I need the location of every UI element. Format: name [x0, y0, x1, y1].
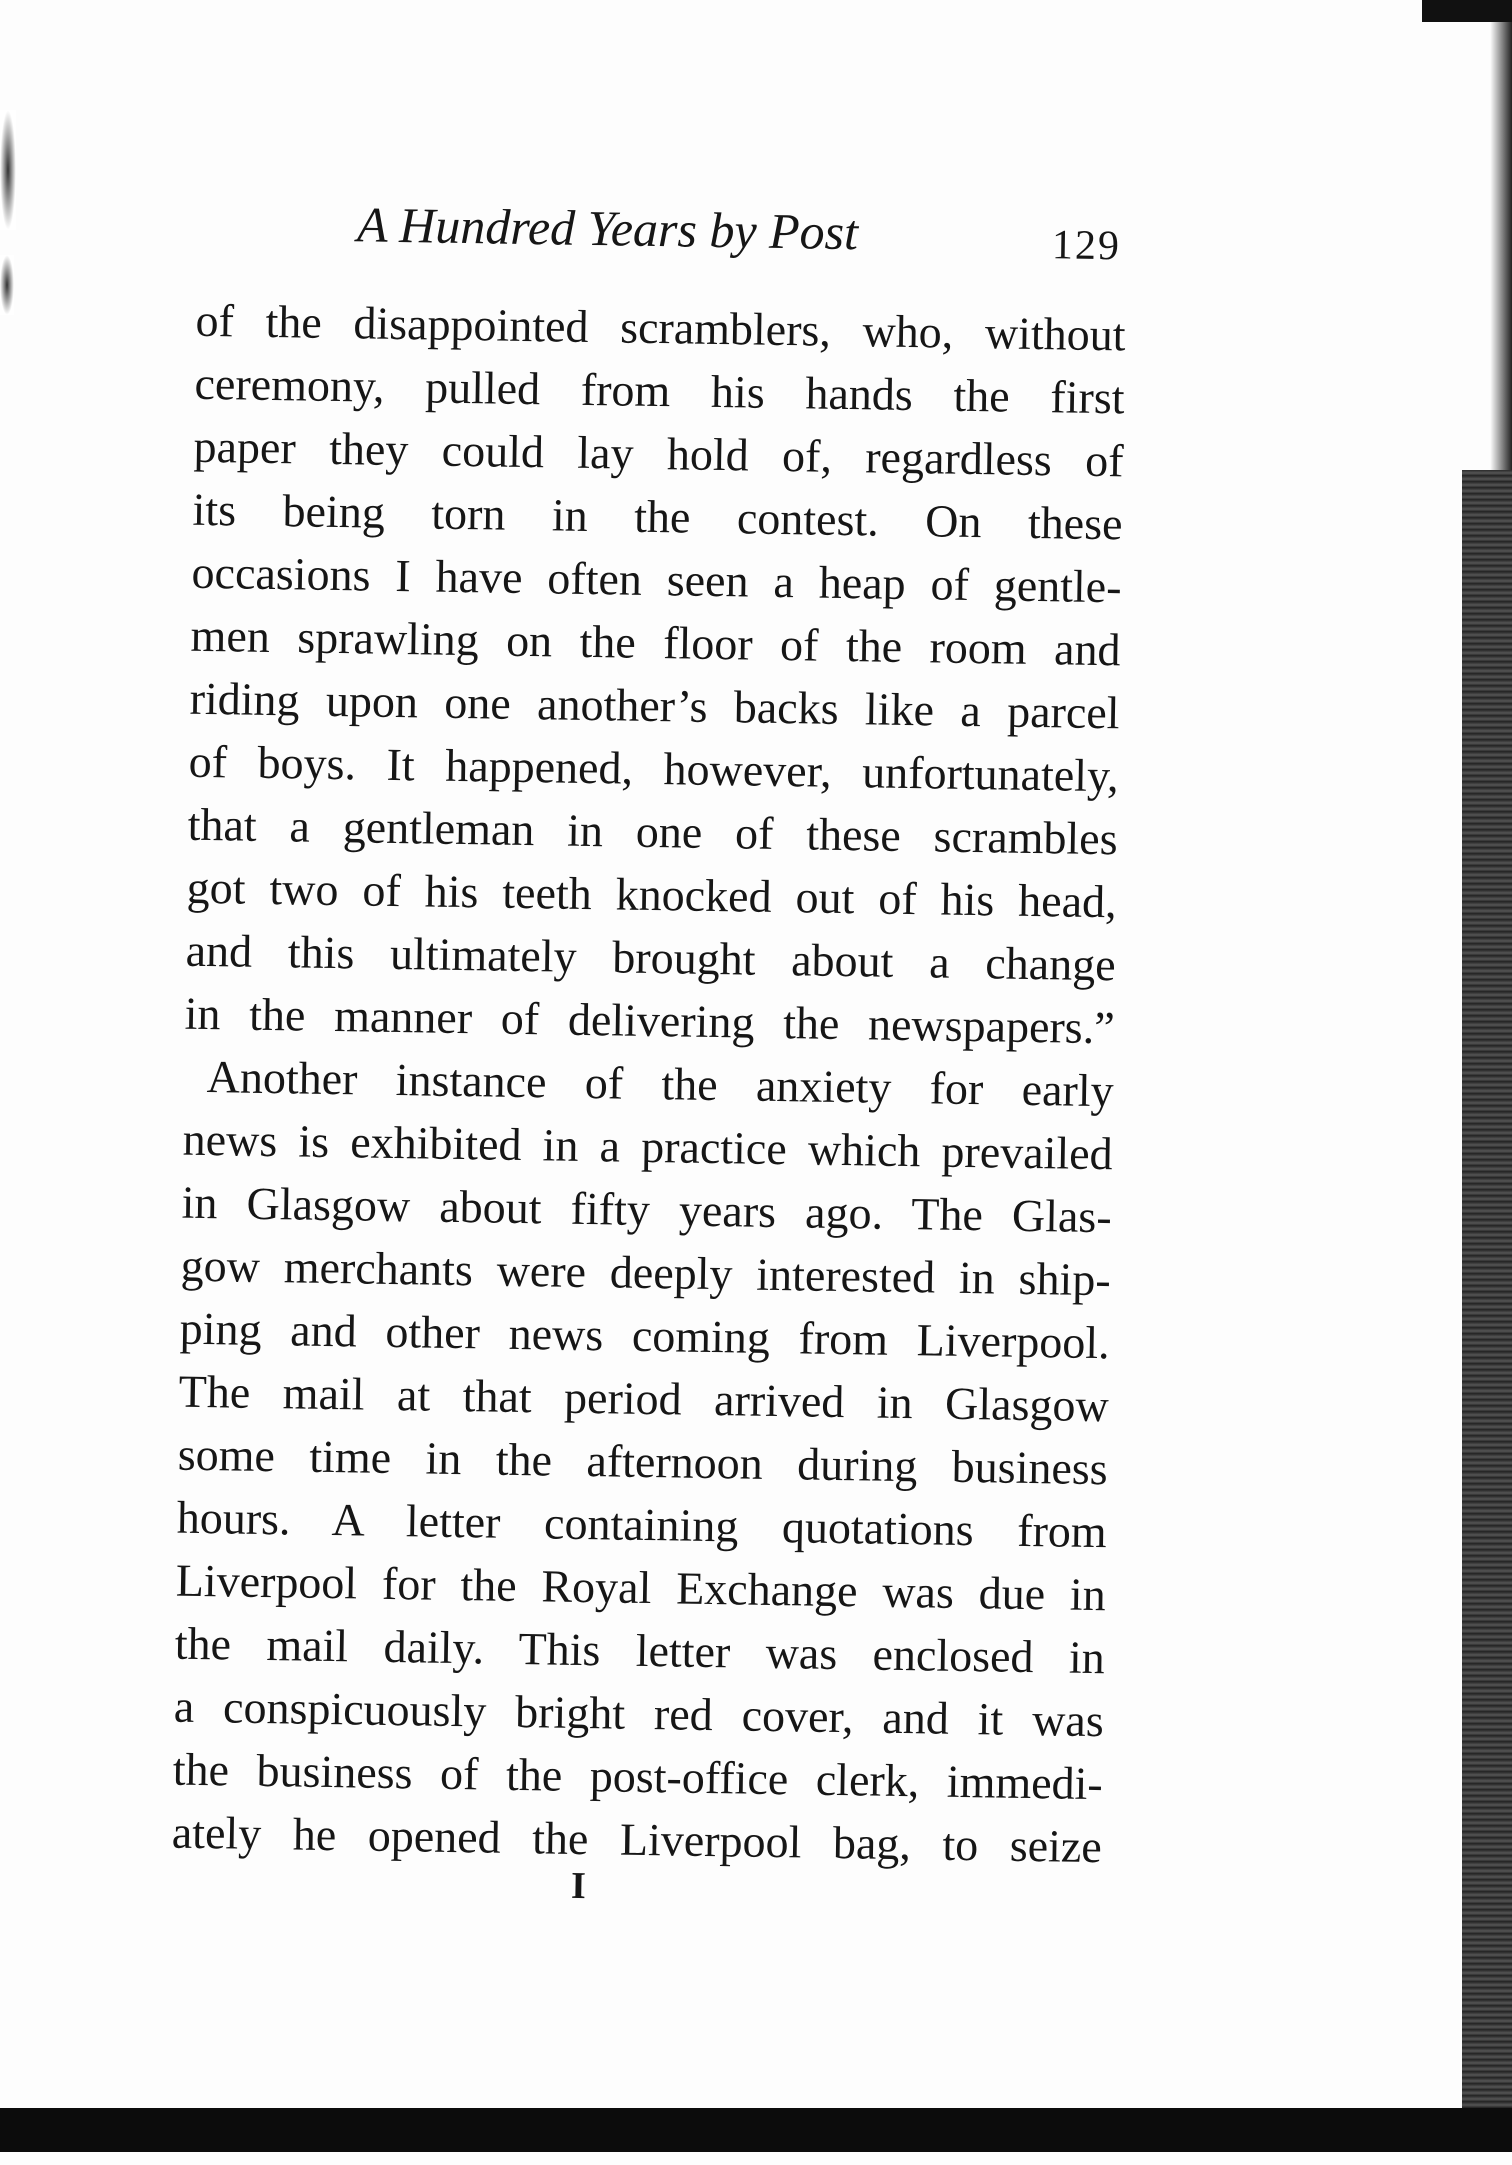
text-line-content: of boys. It happened, however, unfortunately, — [188, 735, 1119, 802]
text-line-content: that a gentleman in one of these scrambles — [187, 798, 1118, 865]
text-line-content: Another instance of the anxiety for early — [206, 1051, 1115, 1117]
text-line — [189, 671, 1120, 742]
text-line — [206, 1049, 1114, 1119]
text-line — [180, 1238, 1111, 1309]
text-line-content: Liverpool for the Royal Exchange was due in — [175, 1554, 1107, 1621]
text-line-content: the business of the post-office clerk, immedi- — [172, 1743, 1104, 1810]
text-line-content: in Glasgow about fifty years ago. The Glas- — [181, 1176, 1113, 1243]
text-line-content: gow merchants were deeply interested in ship- — [180, 1239, 1112, 1306]
text-line-content: paper they could lay hold of, regardless of — [193, 420, 1124, 487]
text-line — [181, 1175, 1112, 1246]
text-line — [188, 734, 1119, 805]
text-line — [185, 923, 1116, 994]
text-line-content: got two of his teeth knocked out of his head, — [186, 861, 1118, 928]
text-line-content: of the disappointed scramblers, who, without — [195, 294, 1126, 361]
text-line-content: ately he opened the Liverpool bag, to seize — [171, 1806, 1103, 1873]
text-line — [182, 1112, 1113, 1183]
text-line-content: The mail at that period arrived in Glasgow — [178, 1365, 1110, 1432]
text-line — [192, 482, 1123, 553]
text-line — [179, 1301, 1110, 1372]
running-title: A Hundred Years by Post — [356, 196, 859, 261]
text-line — [194, 356, 1125, 427]
text-line-content: men sprawling on the floor of the room and — [190, 609, 1121, 676]
text-line — [173, 1679, 1104, 1750]
text-line-content: news is exhibited in a practice which prevailed — [182, 1113, 1114, 1180]
text-line-content: ping and other news coming from Liverpool. — [179, 1302, 1111, 1369]
text-line — [177, 1427, 1108, 1498]
text-line — [195, 293, 1126, 364]
text-line — [175, 1553, 1106, 1624]
text-line — [190, 608, 1121, 679]
text-line — [186, 860, 1117, 931]
text-line-content: some time in the afternoon during business — [177, 1428, 1109, 1495]
text-line — [176, 1490, 1107, 1561]
signature-mark: I — [570, 1864, 587, 1908]
text-line-content: and this ultimately brought about a change — [185, 924, 1117, 991]
text-line-content: the mail daily. This letter was enclosed in — [174, 1617, 1106, 1684]
text-line — [187, 797, 1118, 868]
text-line-content: occasions I have often seen a heap of gentle- — [191, 546, 1122, 613]
page-number: 129 — [1051, 222, 1122, 270]
text-line-content: ceremony, pulled from his hands the first — [194, 357, 1125, 424]
text-line — [178, 1364, 1109, 1435]
text-line-content: its being torn in the contest. On these — [192, 483, 1123, 550]
text-line — [184, 986, 1115, 1057]
text-line-content: a conspicuously bright red cover, and it was — [173, 1680, 1105, 1747]
text-line — [193, 419, 1124, 490]
text-line-content: in the manner of delivering the newspapers.” — [184, 987, 1116, 1054]
text-line-content: hours. A letter containing quotations from — [176, 1491, 1108, 1558]
text-line — [171, 1805, 1102, 1876]
text-line-content: riding upon one another’s backs like a parcel — [189, 672, 1120, 739]
text-line — [174, 1616, 1105, 1687]
text-line — [191, 545, 1122, 616]
text-line — [172, 1742, 1103, 1813]
